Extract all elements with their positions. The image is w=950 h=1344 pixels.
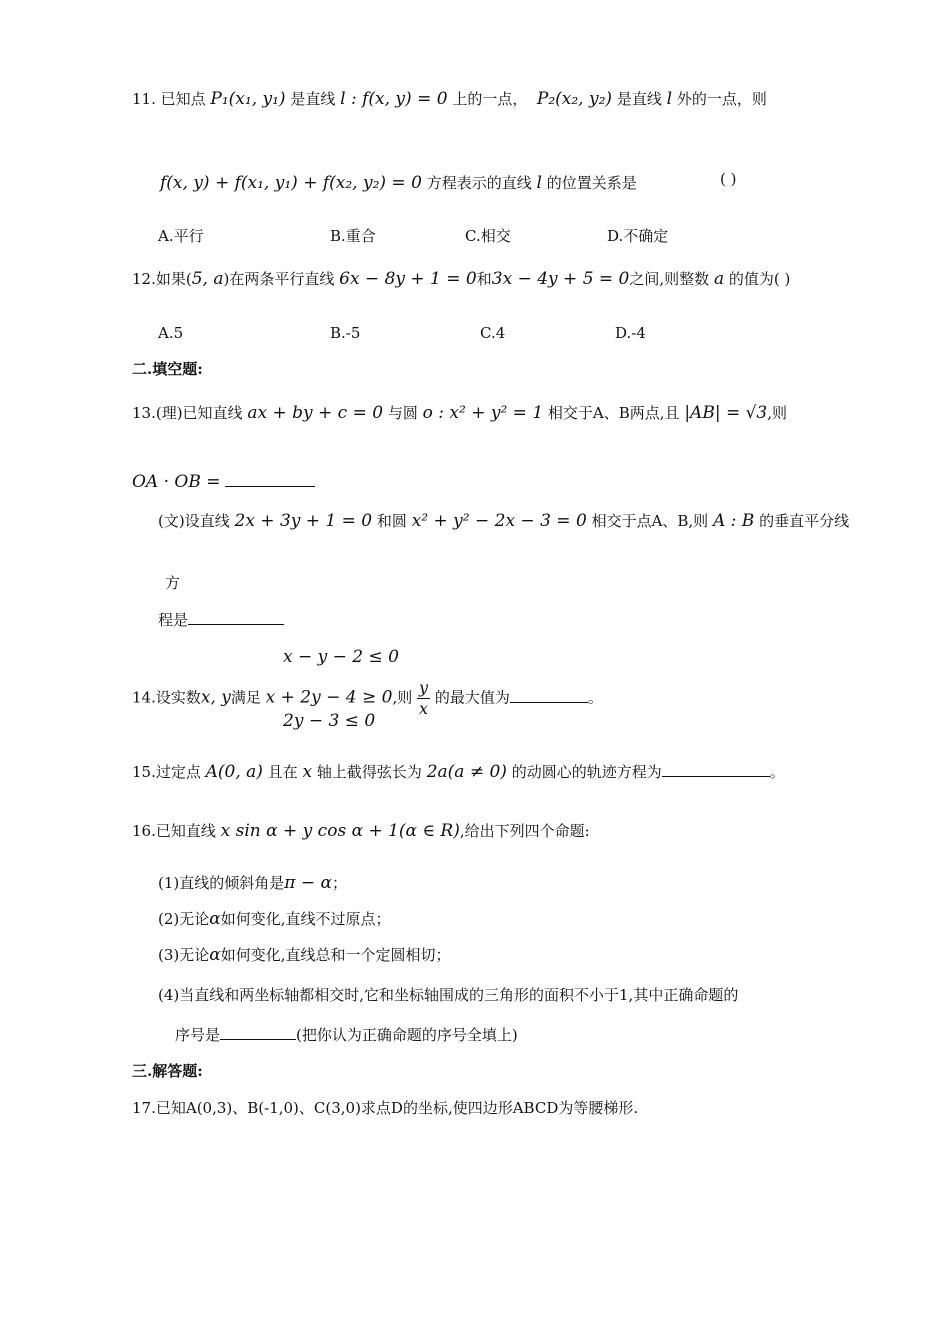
q12-option-d: D.-4 — [615, 324, 646, 342]
q16-item-3: (3)无论α如何变化,直线总和一个定圆相切； — [158, 945, 451, 965]
q12-option-b: B.-5 — [330, 324, 361, 342]
q11-line1: 11. 已知点 P₁(x₁, y₁) 是直线 l : f(x, y) = 0 上的一点， P₂(x₂, y₂) 是直线 l 外的一点，则 — [132, 89, 767, 109]
q13-wen-line1: (文)设直线 2x + 3y + 1 = 0 和圆 x² + y² − 2x − 3 = 0 相交于点A、B,则 A : B 的垂直平分线 — [158, 511, 850, 531]
q13-line1: 13.(理)已知直线 ax + by + c = 0 与圆 o : x² + y² = 1 相交于A、B两点,且 |AB| = √3,则 — [132, 403, 788, 423]
q11-point-p2: P₂(x₂, y₂) — [536, 89, 613, 109]
q16-item-2: (2)无论α如何变化,直线不过原点； — [158, 909, 391, 929]
q13-wen-line3: 程是 — [158, 608, 284, 631]
q13-line-equation: ax + by + c = 0 — [247, 403, 384, 423]
q11-option-d: D.不确定 — [607, 227, 669, 245]
q14-answer-blank[interactable] — [510, 686, 588, 703]
q15-number: 15.过定点 — [132, 763, 201, 781]
q11-option-b: B.重合 — [330, 227, 376, 245]
q14-constraint-1: x − y − 2 ≤ 0 — [283, 647, 399, 667]
q13-dot-product: OA · OB = — [132, 470, 315, 493]
q13-chord-length: |AB| = √3 — [684, 403, 768, 423]
q12-point: 5, a — [191, 269, 224, 289]
q11-option-a: A.平行 — [158, 227, 204, 245]
q14-number: 14.设实数 — [132, 688, 201, 707]
q17-line: 17.已知A(0,3)、B(-1,0)、C(3,0)求点D的坐标,使四边形ABCD为等腰梯形. — [132, 1099, 639, 1117]
q11-option-c: C.相交 — [465, 227, 511, 245]
q11-point-p1: P₁(x₁, y₁) — [210, 89, 286, 109]
q12-option-c: C.4 — [480, 324, 506, 342]
q16-line: 16.已知直线 x sin α + y cos α + 1(α ∈ R),给出下列四个命题: — [132, 821, 590, 841]
q13-wen-answer-blank[interactable] — [188, 608, 284, 625]
q15-answer-blank[interactable] — [662, 760, 770, 777]
q16-item-4: (4)当直线和两坐标轴都相交时,它和坐标轴围成的三角形的面积不小于1,其中正确命题的 — [158, 986, 739, 1004]
section-fill-in-title: 二.填空题: — [132, 360, 203, 378]
q13-number: 13.(理)已知直线 — [132, 404, 243, 422]
q13-wen-line2: 方 — [165, 574, 181, 592]
q12-option-a: A.5 — [158, 324, 184, 342]
q13-wen-circle-equation: x² + y² − 2x − 3 = 0 — [411, 511, 587, 531]
q13-wen-line-equation: 2x + 3y + 1 = 0 — [234, 511, 373, 531]
q16-item-1: (1)直线的倾斜角是π − α； — [158, 873, 347, 893]
q12-line: 12.如果(5, a)在两条平行直线 6x − 8y + 1 = 0和3x − 4y + 5 = 0之间,则整数 a 的值为( ) — [132, 269, 791, 289]
q14-line: 14.设实数x, y满足 x + 2y − 4 ≥ 0,则 $\frac{y}{x}$ 的最大值为 。 — [132, 678, 603, 718]
q11-answer-paren: ( ) — [720, 170, 737, 188]
q15-line: 15.过定点 A(0, a) 且在 x 轴上截得弦长为 2a(a ≠ 0) 的动圆心的轨迹方程为 。 — [132, 762, 785, 782]
q14-constraint-2: x + 2y − 4 ≥ 0 — [265, 687, 393, 708]
q12-equation-2: 3x − 4y + 5 = 0 — [491, 269, 630, 289]
q11-line-equation: l : f(x, y) = 0 — [340, 89, 448, 109]
q13-circle-equation: o : x² + y² = 1 — [422, 403, 544, 423]
q11-expression: f(x, y) + f(x₁, y₁) + f(x₂, y₂) = 0 — [160, 173, 422, 193]
q16-answer-line: 序号是 (把你认为正确命题的序号全填上) — [175, 1023, 518, 1046]
q16-line-equation: x sin α + y cos α + 1(α ∈ R) — [220, 821, 460, 841]
q12-number: 12.如果( — [132, 270, 192, 288]
q13-answer-blank[interactable] — [225, 470, 315, 487]
q15-chord-length: 2a(a ≠ 0) — [426, 762, 507, 782]
q14-fraction: $\frac{y}{x}$ — [419, 678, 429, 718]
q16-answer-blank[interactable] — [220, 1023, 296, 1040]
q11-line2: f(x, y) + f(x₁, y₁) + f(x₂, y₂) = 0 方程表示的直线 l 的位置关系是 — [160, 173, 637, 193]
section-solve-title: 三.解答题: — [132, 1062, 203, 1080]
q15-fixed-point: A(0, a) — [205, 762, 263, 782]
q14-constraint-3: 2y − 3 ≤ 0 — [283, 711, 376, 731]
q11-number: 11. 已知点 — [132, 90, 206, 108]
q16-number: 16.已知直线 — [132, 822, 216, 840]
q12-equation-1: 6x − 8y + 1 = 0 — [339, 269, 477, 289]
